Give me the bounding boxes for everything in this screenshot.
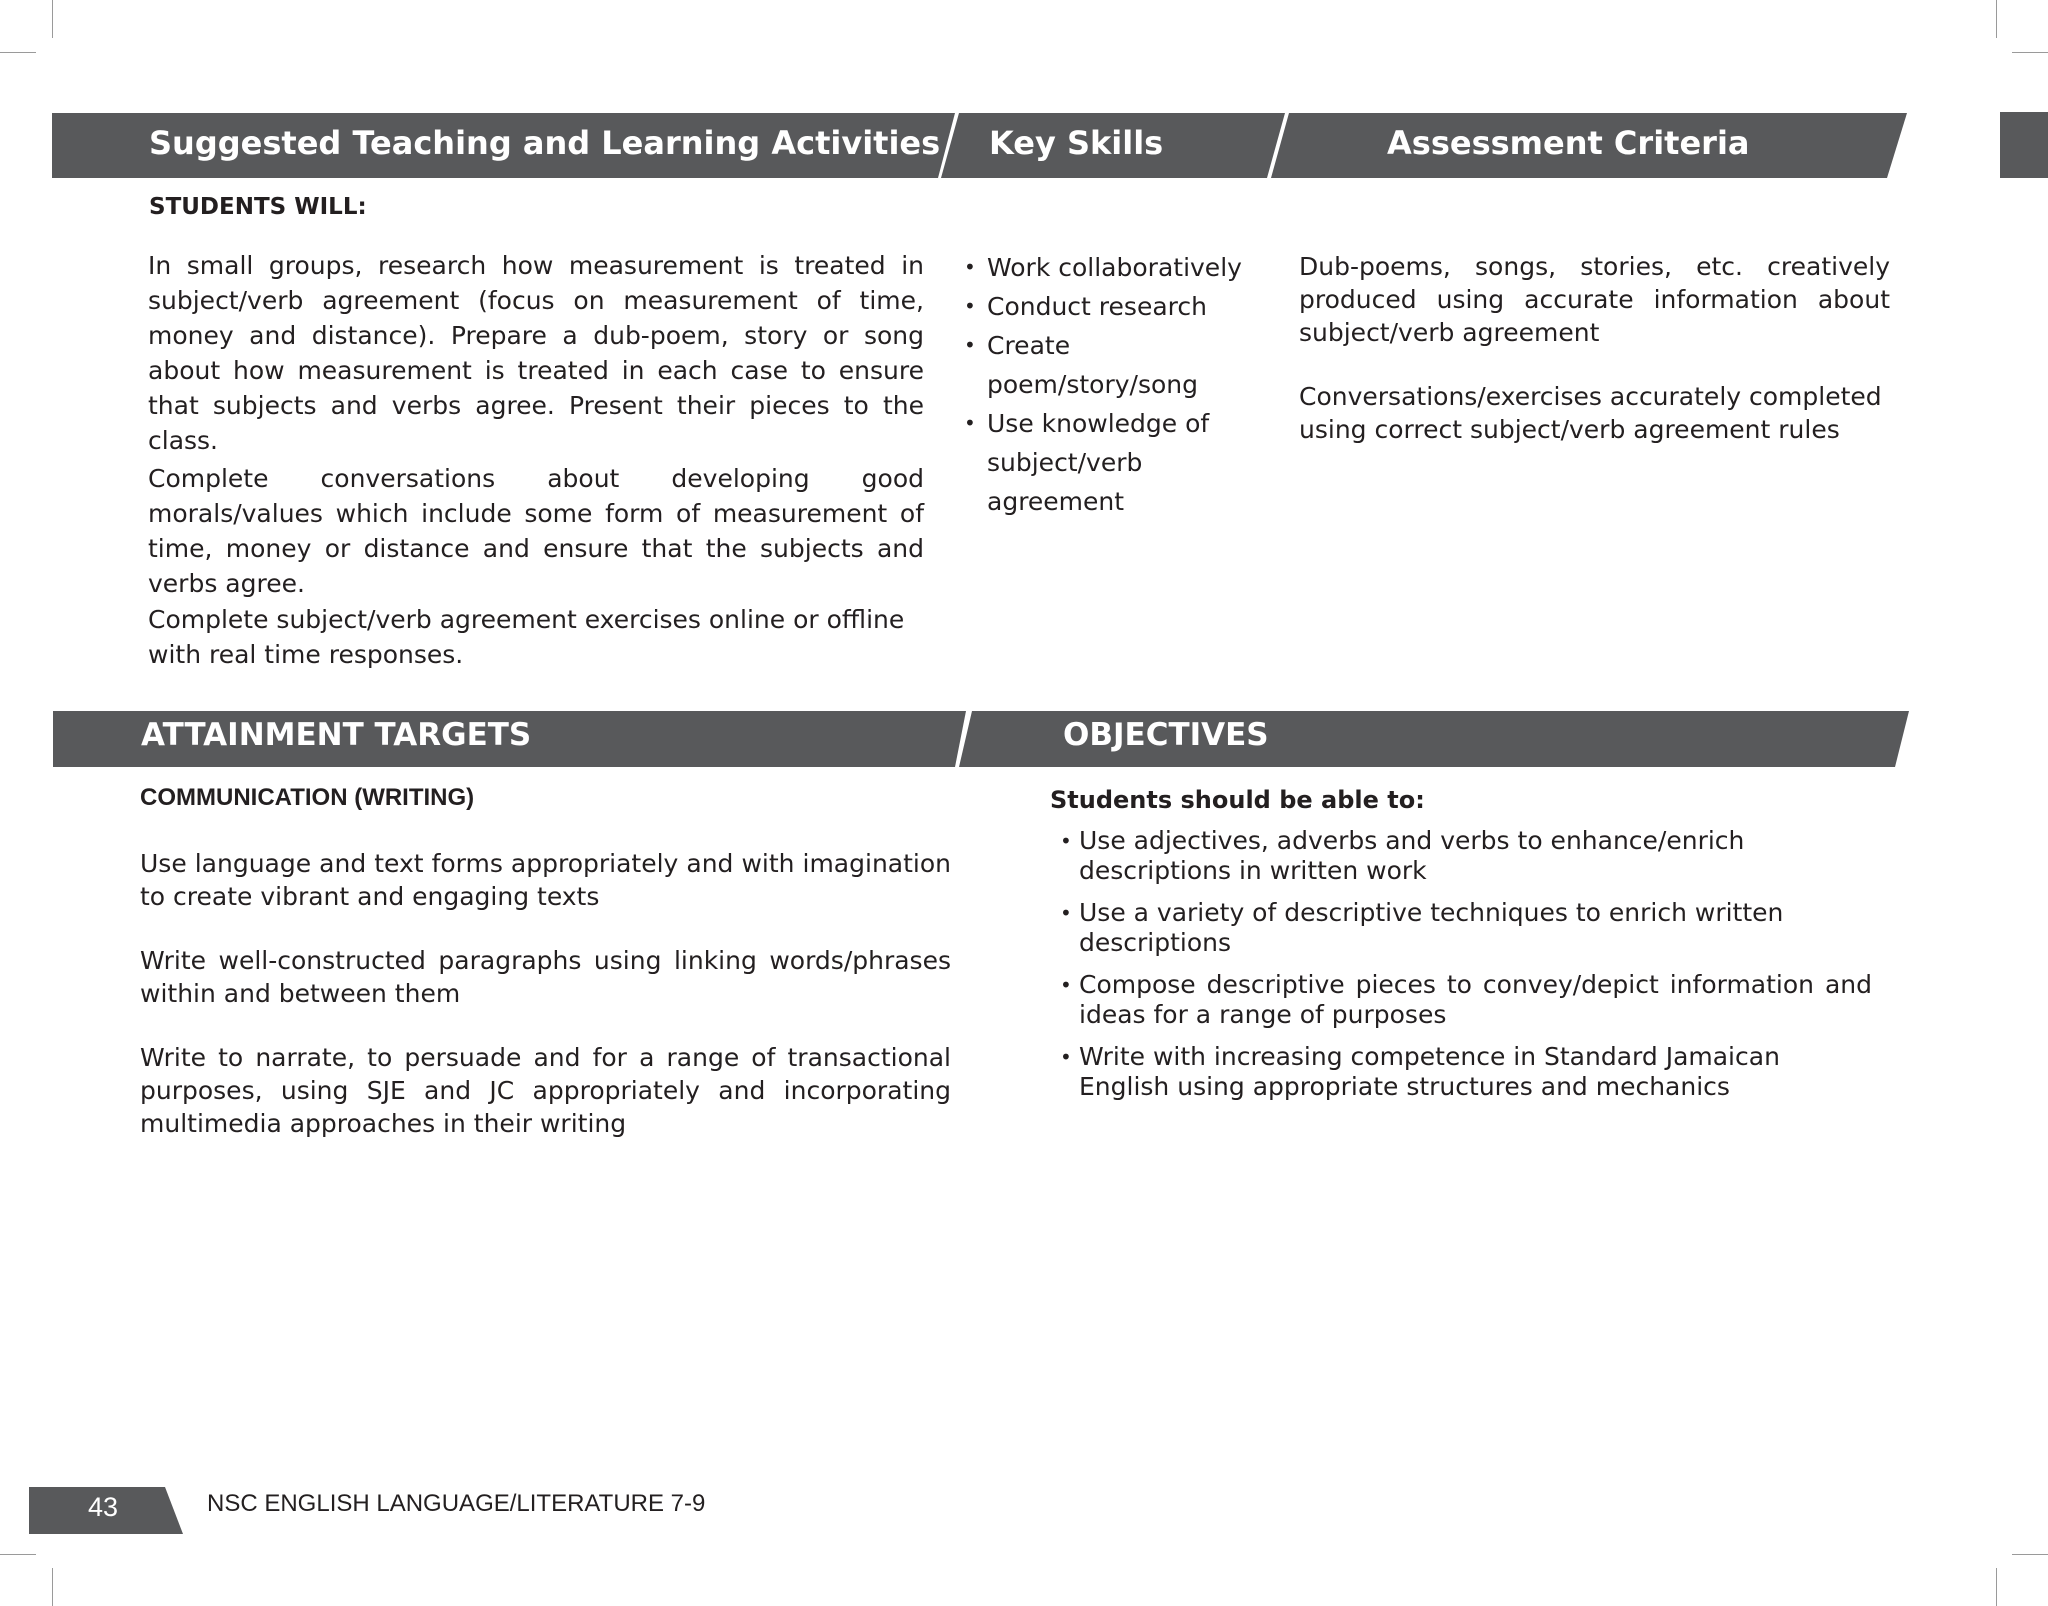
header-key-skills-title: Key Skills: [989, 124, 1164, 162]
key-skill-item: [960, 326, 1280, 404]
attainment-paragraph: Write well-constructed paragraphs using linking words/phrases within and between them: [140, 946, 951, 1008]
crop-mark: [52, 1568, 53, 1606]
key-skill-text: Work collaboratively: [987, 253, 1242, 282]
key-skill-item: [960, 287, 1280, 326]
header-assessment-title: Assessment Criteria: [1387, 124, 1750, 162]
footer-title: NSC ENGLISH LANGUAGE/LITERATURE 7-9: [207, 1490, 706, 1517]
bullet-icon: •: [1060, 1045, 1072, 1069]
assessment-criterion: Dub-poems, songs, stories, etc. creatively produced using accurate information about subject/verb agreement: [1299, 252, 1890, 347]
objectives-heading: Students should be able to:: [1050, 786, 1425, 814]
key-skill-text: Conduct research: [987, 292, 1207, 321]
key-skill-text: Create poem/story/song: [987, 331, 1198, 399]
header-activities-title: Suggested Teaching and Learning Activities: [149, 124, 941, 162]
page-number: 43: [88, 1492, 119, 1522]
crop-mark: [1996, 1568, 1997, 1606]
activity-paragraph: Complete subject/verb agreement exercises online or offline with real time responses.: [148, 605, 905, 669]
attainment-heading: COMMUNICATION (WRITING): [140, 784, 475, 811]
crop-mark: [0, 1554, 36, 1555]
bullet-icon: •: [964, 333, 976, 357]
objective-item: [1052, 898, 1872, 958]
attainment-paragraph: Write to narrate, to persuade and for a range of transactional purposes, using SJE and JC appropriately and incorporating multimedia approaches in their writing: [140, 1043, 951, 1138]
bullet-icon: •: [964, 411, 976, 435]
key-skill-item: [960, 248, 1280, 287]
attainment-paragraph: Use language and text forms appropriately and with imagination to create vibrant and engaging texts: [140, 849, 951, 911]
objective-text: Write with increasing competence in Standard Jamaican English using appropriate structures and mechanics: [1079, 1042, 1780, 1101]
objective-item: [1052, 1042, 1872, 1102]
objective-text: Compose descriptive pieces to convey/depict information and ideas for a range of purposes: [1079, 970, 1872, 1029]
students-will-heading: STUDENTS WILL:: [149, 194, 367, 220]
key-skill-text: Use knowledge of subject/verb agreement: [987, 409, 1210, 516]
objectives-list: [1052, 826, 1872, 1114]
activity-paragraph: In small groups, research how measurement is treated in subject/verb agreement (focus on measurement of time, money and distance). Prepare a dub-poem, story or song about how measurement is treated in each case to ensure that subjects and verbs agree. Present their pieces to the class.: [148, 251, 924, 455]
key-skill-item: [960, 404, 1247, 521]
objective-item: [1052, 826, 1872, 886]
objective-text: Use a variety of descriptive techniques to enrich written descriptions: [1079, 898, 1784, 957]
bullet-icon: •: [964, 255, 976, 279]
objective-text: Use adjectives, adverbs and verbs to enhance/enrich descriptions in written work: [1079, 826, 1745, 885]
assessment-criterion: Conversations/exercises accurately completed using correct subject/verb agreement rules: [1299, 382, 1882, 444]
activity-paragraph: Complete conversations about developing good morals/values which include some form of measurement of time, money or distance and ensure that the subjects and verbs agree.: [148, 464, 924, 598]
attainment-targets-title: ATTAINMENT TARGETS: [141, 717, 532, 753]
objective-item: [1052, 970, 1872, 1030]
bullet-icon: •: [1060, 901, 1072, 925]
bullet-icon: •: [964, 294, 976, 318]
key-skills-list: [960, 248, 1280, 521]
objectives-title: OBJECTIVES: [1063, 717, 1269, 753]
bullet-icon: •: [1060, 829, 1072, 853]
bullet-icon: •: [1060, 973, 1072, 997]
crop-mark: [2012, 1554, 2048, 1555]
